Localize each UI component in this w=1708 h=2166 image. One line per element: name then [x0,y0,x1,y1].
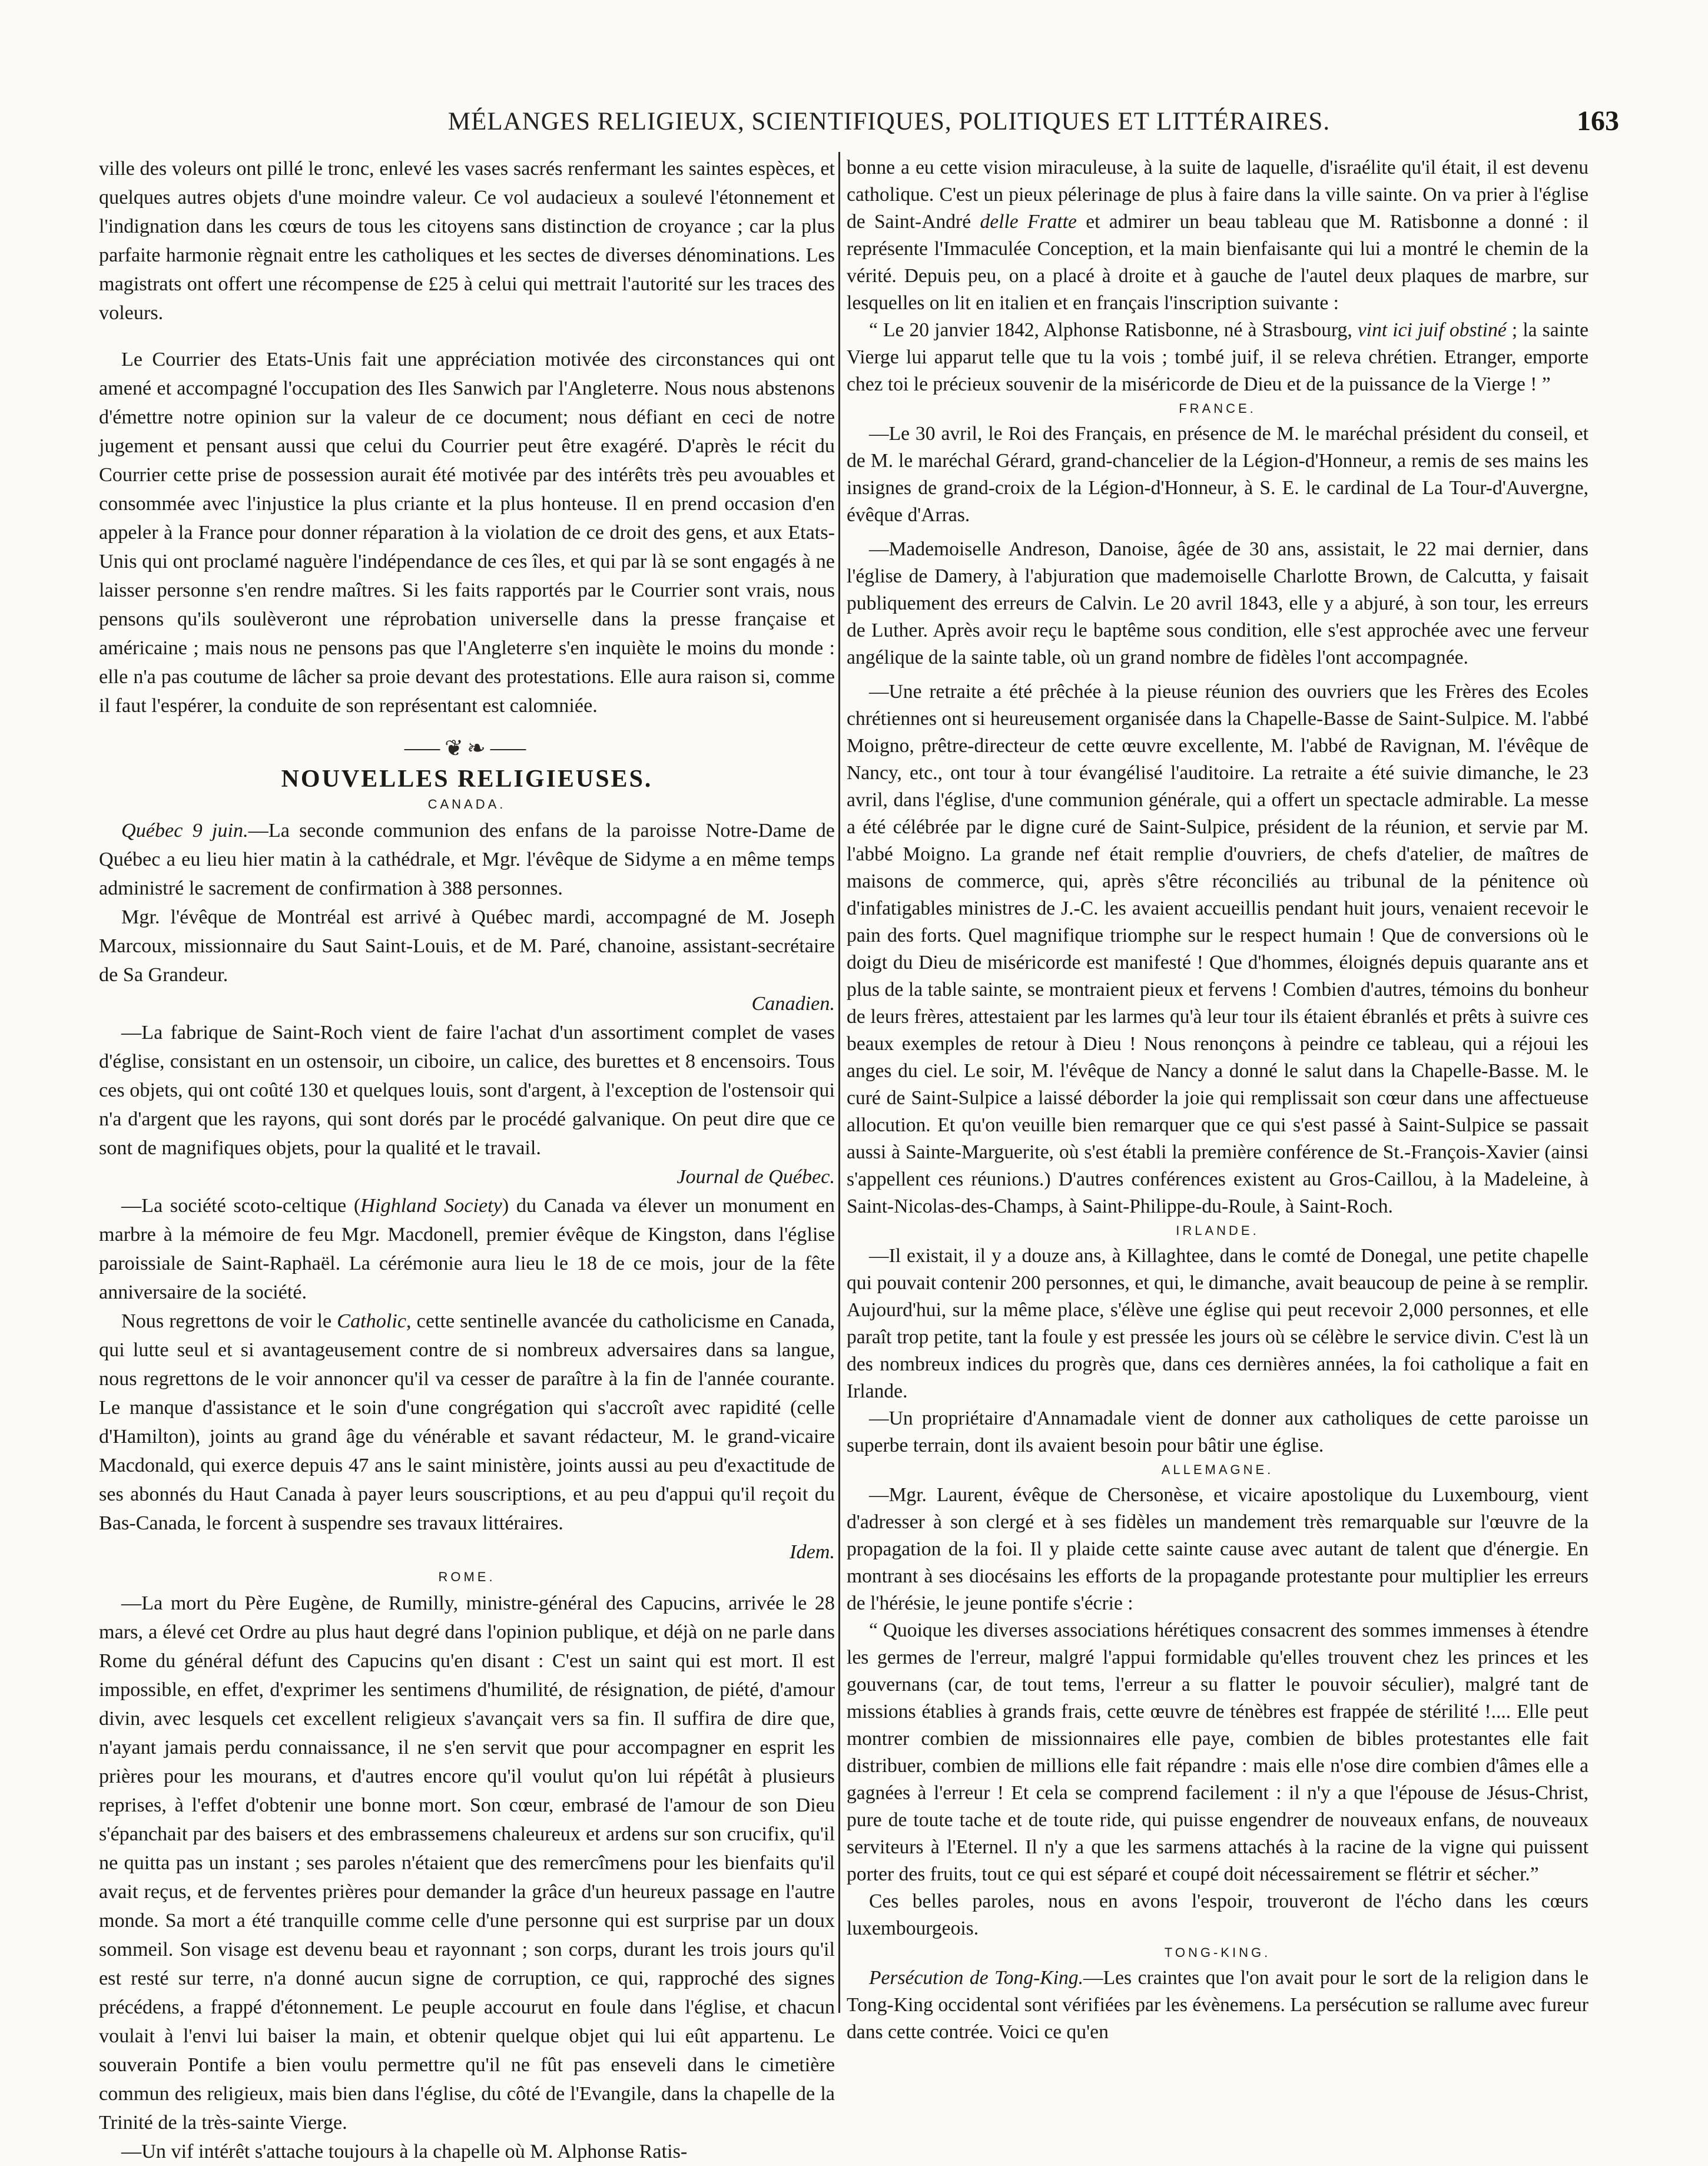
article-quebec [99,816,835,903]
article-montreal-text: Mgr. l'évêque de Montréal est arrivé à Québec mardi, accompagné de M. Joseph Marcoux, missionnaire du Saut Saint-Louis, et de M. Paré, chanoine, assistant-secrétaire de Sa Grandeur. [99,906,835,986]
catholic-text-b: , cette sentinelle avancée du catholicisme en Canada, qui lutte seul et si avantageusement contre de si nombreux adversaires dans sa langue, nous regrettons de le voir annoncer qu'il va cesser de paraître à la fin de l'année courante. Le manque d'assistance et le soin d'une congrégation qui s'accroît avec rapidité (celle d'Hamilton), joints au grand âge du vénérable et savant rédacteur, M. le grand-vicaire Macdonald, qui exerce depuis 47 ans le saint ministère, joints aussi au peu d'exactitude de ses abonnés du Haut Canada à payer leurs souscriptions, et au peu d'appui qu'il reçoit du Bas-Canada, le forcent à suspendre ses travaux littéraires. [99,1310,835,1534]
article-annamadale: —Un propriétaire d'Annamadale vient de donner aux catholiques de cette paroisse un superbe terrain, dont ils avaient besoin pour bâtir une église. [847,1407,1588,1456]
right-column [847,154,1589,2043]
scoto-text-a: —La société scoto-celtique ( [121,1195,361,1217]
ornament-divider: ⸺❦❧⸺ [403,736,531,761]
church-name: delle Fratte [980,211,1077,233]
article-montreal [99,903,835,1018]
running-head [88,99,1619,148]
tong-king-text: —Les craintes que l'on avait pour le sort de la religion dans le Tong-King occidental sont vérifiées par les évènemens. La persécution se rallume avec fureur dans cette contrée. Voici ce qu'en [847,1967,1589,2043]
catholic-text-a: Nous regrettons de voir le [121,1310,337,1332]
article-rome-continued: —Un vif intérêt s'attache toujours à la chapelle où M. Alphonse Ratis- [121,2141,688,2162]
source-journal: Journal de Québec. [676,1166,835,1188]
article-luxembourg: —Mgr. Laurent, évêque de Chersonèse, et vicaire apostolique du Luxembourg, vient d'adresser à son clergé et à ses fidèles un mandement très remarquable sur l'œuvre de la propagation de la foi. Il y plaide cette sainte cause avec autant de talent que d'énergie. En montrant à ses diocésains les efforts de la propagande protestante pour multiplier les erreurs de l'hérésie, le jeune pontife s'écrie : [847,1484,1588,1614]
article-catholic [99,1307,835,1566]
region-heading-irlande: IRLANDE. [1176,1223,1259,1238]
quote-text-b: ; la sainte Vierge lui apparut telle que tu la vois ; tombé juif, il se releva chrétien. Etranger, emporte chez toi le précieux souvenir de la miséricorde de Dieu et de la puissance de la Vierge ! ” [847,319,1588,395]
ratisbonne-text-b: et admirer un beau tableau que M. Ratisbonne a donné : il représente l'Immaculée Conception, et la main bienfaisante qui lui a montré le chemin de la vérité. Depuis peu, on a placé à droite et à gauche de l'autel deux plaques de marbre, sur lesquelles on lit en italien et en français l'inscription suivante : [847,211,1588,314]
article-saint-roch-text: —La fabrique de Saint-Roch vient de faire l'achat d'un assortiment complet de vases d'église, consistant en un ostensoir, un ciboire, un calice, des burettes et 8 encensoirs. Tous ces objets, qui ont coûté 130 et quelques louis, sont d'argent, à l'exception de l'ostensoir qui n'a d'argent que les rayons, qui sont dorés par le procédé galvanique. On peut dire que ce sont de magnifiques objets, pour la qualité et le travail. [99,1022,835,1159]
column-divider [838,152,840,2013]
quote-text-a: “ Le 20 janvier 1842, Alphonse Ratisbonne, né à Strasbourg, [869,319,1358,341]
region-heading-rome: ROME. [438,1569,496,1584]
inscription-quote [847,317,1588,398]
article-ratisbonne [847,154,1588,317]
source-canadien: Canadien. [751,993,835,1015]
catholic-title: Catholic [337,1310,407,1332]
quote-emphasis: vint ici juif obstiné [1357,319,1507,341]
scoto-society-name: Highland Society [360,1195,502,1217]
region-heading-tong-king: TONG-KING. [1164,1945,1271,1960]
running-title: MÉLANGES RELIGIEUX, SCIENTIFIQUES, POLITIQUES ET LITTÉRAIRES. [447,108,1331,135]
article-rome: —La mort du Père Eugène, de Rumilly, ministre-général des Capucins, arrivée le 28 mars, a élevé cet Ordre au plus haut degré dans l'opinion publique, et déjà on ne parle dans Rome du général défunt des Capucins qu'en disant : C'est un saint qui est mort. Il est impossible, en effet, d'exprimer les sentimens d'humilité, de résignation, de piété, d'amour divin, avec lesquels cet excellent religieux s'avançait vers sa fin. Il suffira de dire que, n'ayant jamais perdu connaissance, il ne s'en servit que pour accompagner en esprit les prières pour les mourans, et d'autres encore qu'il voulut qu'on lui répétât à plusieurs reprises, à l'effet d'obtenir une bonne mort. Son cœur, embrasé de l'amour de son Dieu s'épanchait par des baisers et des embrassemens chaleureux et ardens sur son crucifix, qu'il ne quitta pas un instant ; ses paroles n'étaient que des remercîmens pour les bienfaits qu'il avait reçus, et de ferventes prières pour demander la grâce d'un heureux passage en l'autre monde. Sa mort a été tranquille comme celle d'une personne qui est surprise par un doux sommeil. Son visage est devenu beau et rayonnant ; son corps, durant les trois jours qu'il est resté sur terre, n'a donné aucun signe de corruption, ce qui, rapproché des signes précédens, a frappé d'étonnement. Le peuple accourut en foule dans l'église, et chacun voulait à l'envi lui baiser la main, et obtenir quelque objet qui lui eût appartenu. Le souverain Pontife a bien voulu permettre qu'il ne fût pas enseveli dans le cimetière commun des religieux, mais bien dans l'église, du côté de l'Evangile, dans la chapelle de la Trinité de la très-sainte Vierge. [99,1592,835,2134]
page-number: 163 [1577,105,1619,137]
section-title: NOUVELLES RELIGIEUSES. [281,766,653,793]
region-heading-france: FRANCE. [1179,401,1256,416]
article-sandwich-islands: Le Courrier des Etats-Unis fait une appréciation motivée des circonstances qui ont amené et accompagné l'occupation des Iles Sanwich par l'Angleterre. Nous nous abstenons d'émettre notre opinion sur la valeur de ce document; nous défiant en ceci de notre jugement et pensant aussi que celui du Courrier peut être exagéré. D'après le récit du Courrier cette prise de possession aurait été motivée par des intérêts très peu avouables et consommée avec l'injustice la plus criante et la plus honteuse. Il en prend occasion d'en appeler à la France pour donner réparation à la violation de ce droit des gens, et aux Etats-Unis qui ont proclamé naguère l'indépendance de ces îles, et qui par là se sont engagés à ne laisser personne s'en rendre maîtres. Si les faits rapportés par le Courrier sont vrais, nous pensons qu'ils soulèveront une réprobation universelle dans la presse française et américaine ; mais nous ne pensons pas que l'Angleterre s'en inquiète le moins du monde : elle n'a pas coutume de lâcher sa proie devant des protestations. Elle aura raison si, comme il faut l'espérer, la conduite de son représentant est calomniée. [99,349,835,717]
article-theft: ville des voleurs ont pillé le tronc, enlevé les vases sacrés renfermant les saintes espèces, et quelques autres objets d'une moindre valeur. Ce vol audacieux a soulevé l'étonnement et l'indignation dans les cœurs de tous les citoyens sans distinction de croyance ; car la plus parfaite harmonie règnait entre les catholiques et les sectes de diverses dénominations. Les magistrats ont offert une récompense de £25 à celui qui mettrait l'autorité sur les traces des voleurs. [99,158,835,324]
article-quebec-text: —La seconde communion des enfans de la paroisse Notre-Dame de Québec a eu lieu hier matin à la cathédrale, et Mgr. l'évêque de Sidyme a en même temps administré le sacrement de confirmation à 388 personnes. [99,820,835,899]
ratisbonne-text-a: bonne a eu cette vision miraculeuse, à la suite de laquelle, d'israélite qu'il était, il est devenu catholique. C'est un pieux pélerinage de plus à faire dans la ville sainte. On va prier à l'église de Saint-André [847,157,1588,233]
region-heading-canada: CANADA. [427,797,506,812]
scoto-text-b: ) du Canada va élever un monument en marbre à la mémoire de feu Mgr. Macdonell, premier évêque de Kingston, dans l'église paroissiale de Saint-Raphaël. La cérémonie aura lieu le 18 de ce mois, jour de la fête anniversaire de la société. [99,1195,835,1303]
region-heading-allemagne: ALLEMAGNE. [1161,1462,1274,1477]
article-retraite: —Une retraite a été prêchée à la pieuse réunion des ouvriers que les Frères des Ecoles chrétiennes ont si heureusement organisée dans la Chapelle-Basse de Saint-Sulpice. M. l'abbé Moigno, prêtre-directeur de cette œuvre excellente, M. l'abbé de Ravignan, M. l'évêque de Nancy, etc., ont tour à tour évangélisé l'auditoire. La retraite a été suivie dimanche, le 23 avril, dans l'église, d'une communion générale, qui a offert un spectacle admirable. La messe a été célébrée par le digne curé de Saint-Sulpice, président de la réunion, et servie par M. l'abbé Moigno. La grande nef était remplie d'ouvriers, de chefs d'atelier, de maîtres de maisons de commerce, qui, après s'être réconciliés au tribunal de la pénitence où d'infatigables ministres de J.-C. les avaient accueillis pendant huit jours, venaient recevoir le pain des forts. Quel magnifique triomphe sur le respect humain ! Que de conversions où le doigt du Dieu de miséricorde est manifesté ! Que d'hommes, éloignés depuis quarante ans et plus de la table sainte, se montraient pieux et fervens ! Combien d'autres, témoins du bonheur de leurs frères, attestaient par les larmes qu'à leur tour ils étaient ébranlés et prêts à suivre ces beaux exemples de retour à Dieu ! Nous renonçons à peindre ce tableau, qui a réjoui les anges du ciel. Le soir, M. l'évêque de Nancy a donné le salut dans la Chapelle-Basse. M. le curé de Saint-Sulpice a laissé déborder la joie qui remplissait son cœur dans une affectueuse allocution. Et qu'on veuille bien remarquer que ce qui s'est passé à Saint-Sulpice se passait aussi à Sainte-Marguerite, où s'est établi la première conférence de St.-François-Xavier (ainsi s'appellent ces réunions.) D'autres conférences existent au Gros-Caillou, à la Madeleine, à Saint-Nicolas-des-Champs, à Saint-Philippe-du-Roule, à Saint-Roch. [847,681,1588,1217]
tong-king-title: Persécution de Tong-King. [869,1967,1084,1989]
article-abjuration: —Mademoiselle Andreson, Danoise, âgée de 30 ans, assistait, le 22 mai dernier, dans l'église de Damery, à l'abjuration que mademoiselle Charlotte Brown, de Calcutta, y faisait publiquement des erreurs de Calvin. Le 20 avril 1843, elle y a abjuré, à son tour, les erreurs de Luther. Après avoir reçu le baptême sous condition, elle s'est approchée avec une ferveur angélique de la sainte table, où un grand nombre de fidèles l'ont accompagnée. [847,538,1588,668]
article-scoto-celtique [99,1191,835,1307]
article-killaghtee: —Il existait, il y a douze ans, à Killaghtee, dans le comté de Donegal, une petite chapelle qui pouvait contenir 200 personnes, et qui, le dimanche, avait beaucoup de peine à se remplir. Aujourd'hui, sur la même place, s'élève une église qui peut recevoir 2,000 personnes, et elle paraît trop petite, tant la foule y est pressée les jours où se célèbre le service divin. C'est là un des nombreux indices du progrès que, dans ces dernières années, la foi catholique a fait en Irlande. [847,1245,1588,1402]
article-legion-honneur: —Le 30 avril, le Roi des Français, en présence de M. le maréchal président du conseil, et de M. le maréchal Gérard, grand-chancelier de la Légion-d'Honneur, a remis de ses mains les insignes de grand-croix de la Légion-d'Honneur, à S. E. le cardinal de La Tour-d'Auvergne, évêque d'Arras. [847,423,1588,526]
article-luxembourg-closing: Ces belles paroles, nous en avons l'espoir, trouveront de l'écho dans les cœurs luxembourgeois. [847,1890,1588,1939]
article-saint-roch [99,1018,835,1191]
dateline: Québec 9 juin. [121,820,248,842]
source-idem: Idem. [790,1541,835,1563]
left-column [99,154,835,2162]
article-tong-king [847,1965,1588,2046]
mandement-quote: “ Quoique les diverses associations hérétiques consacrent des sommes immenses à étendre les germes de l'erreur, malgré l'appui formidable qu'elles trouvent chez les princes et les gouvernans (car, de tout tems, l'erreur a su flatter le pouvoir séculier), malgré tant de missions établies à grands frais, cette œuvre de ténèbres est frappée de stérilité !.... Elle peut montrer combien de missionnaires elle paye, combien de bibles protestantes elle fait distribuer, combien de millions elle fait répandre : mais elle n'ose dire combien d'âmes elle a gagnées à l'erreur ! Et cela se comprend facilement : il n'y a que l'épouse de Jésus-Christ, pure de toute tache et de toute ride, qui puisse engendrer de nouveaux enfans, de nouveaux serviteurs à l'Eternel. Il n'y a que les sarmens attachés à la racine de la vigne qui puissent porter des fruits, tout ce qui est séparé et coupé doit nécessairement se flétrir et sécher.” [847,1619,1588,1885]
